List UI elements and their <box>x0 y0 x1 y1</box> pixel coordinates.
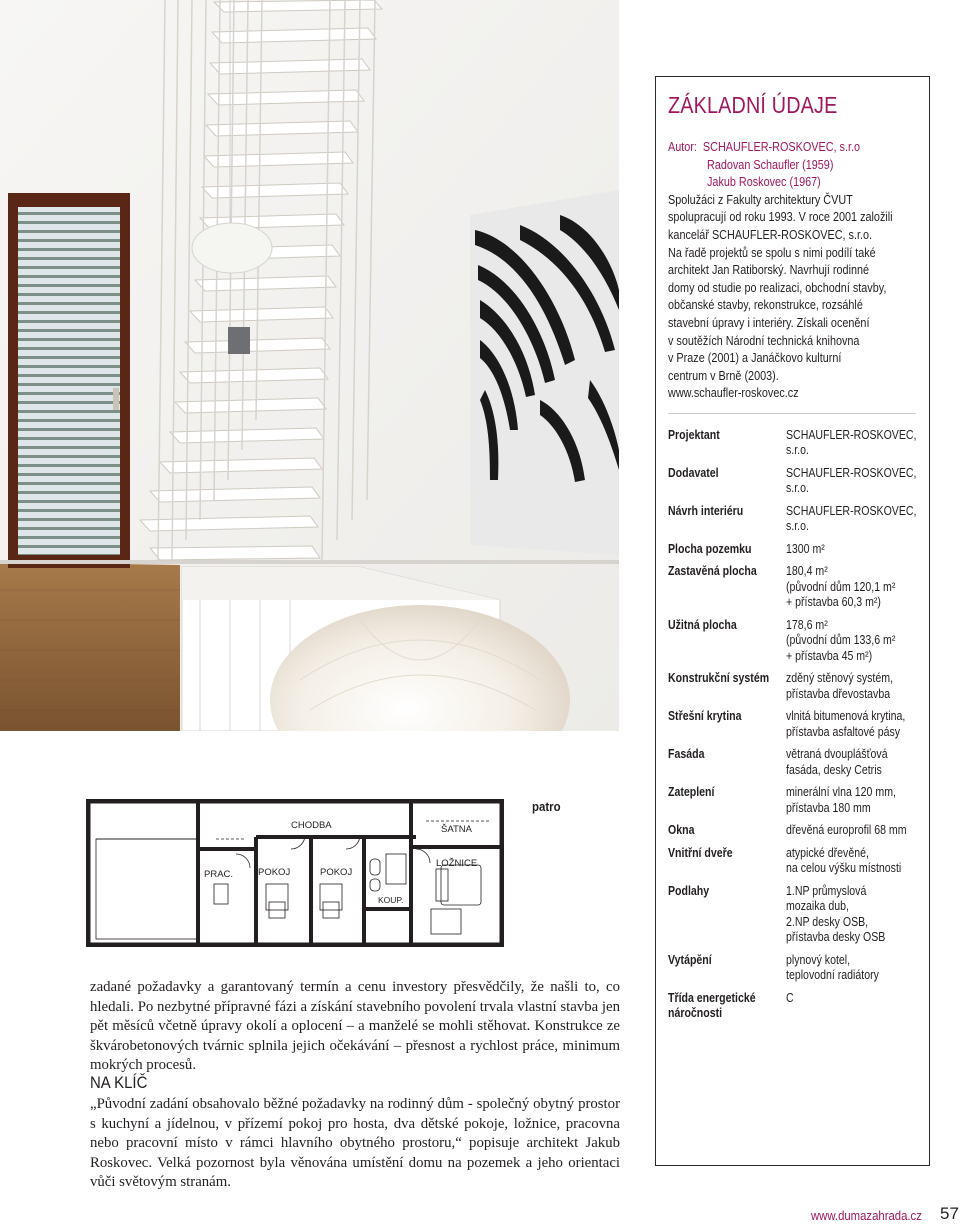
spec-label-line: Zastavěná plocha <box>668 564 757 579</box>
spec-label <box>668 618 786 665</box>
spec-value <box>786 428 941 459</box>
author-name-1: Radovan Schaufler (1959) <box>707 157 834 172</box>
spec-value-line: C <box>786 990 794 1005</box>
spec-label-line: Okna <box>668 823 695 838</box>
basic-info-panel <box>655 76 930 1166</box>
spec-row <box>668 785 917 816</box>
spec-label <box>668 785 786 816</box>
spec-row <box>668 709 917 740</box>
spec-row <box>668 428 917 459</box>
bio-line: domy od studie po realizaci, obchodní stavby, <box>668 280 887 295</box>
spec-label <box>668 504 786 535</box>
spec-label <box>668 428 786 459</box>
spec-label-line: Vytápění <box>668 952 712 967</box>
spec-value-line: 2.NP desky OSB, <box>786 914 869 929</box>
spec-value-line: (původní dům 120,1 m² <box>786 579 896 594</box>
spec-row <box>668 466 917 497</box>
bio-line: Na řadě projektů se spolu s nimi podílí také <box>668 245 876 260</box>
spec-label <box>668 542 786 558</box>
spec-label-line: Dodavatel <box>668 465 719 480</box>
spec-value-line: přístavba desky OSB <box>786 930 886 945</box>
spec-row <box>668 846 917 877</box>
bio-line: Spolužáci z Fakulty architektury ČVUT <box>668 192 853 207</box>
spec-value-line: plynový kotel, <box>786 952 851 967</box>
bio-line: architekt Jan Ratiborský. Navrhují rodinné <box>668 263 870 278</box>
bio-line: kancelář SCHAUFLER-ROSKOVEC, s.r.o. <box>668 227 873 242</box>
spec-value <box>786 747 917 778</box>
spec-value <box>786 991 917 1022</box>
spec-value-line: + přístavba 45 m²) <box>786 648 873 663</box>
spec-value <box>786 785 917 816</box>
spec-label-line: Návrh interiéru <box>668 503 744 518</box>
spec-value-line: fasáda, desky Cetris <box>786 762 882 777</box>
bio-line: v Praze (2001) a Janáčkovo kulturní <box>668 351 842 366</box>
spec-label-line: Podlahy <box>668 883 710 898</box>
spec-value-line: mozaika dub, <box>786 899 849 914</box>
spec-value-line: 1300 m² <box>786 541 825 556</box>
spec-value-line: 1.NP průmyslová <box>786 883 867 898</box>
room-satna: ŠATNA <box>441 824 472 835</box>
plan-caption: patro <box>532 799 561 814</box>
floor-plan <box>86 799 504 947</box>
author-name-2: Jakub Roskovec (1967) <box>707 175 821 190</box>
author-firm: SCHAUFLER-ROSKOVEC, s.r.o <box>702 140 861 154</box>
panel-divider <box>668 413 916 414</box>
spec-row <box>668 564 917 611</box>
spec-row <box>668 747 917 778</box>
spec-value-line: přístavba dřevostavba <box>786 686 891 701</box>
author-label: Autor: <box>668 140 697 154</box>
spec-label-line: Užitná plocha <box>668 617 737 632</box>
spec-row <box>668 953 917 984</box>
spec-value-line: přístavba 180 mm <box>786 800 871 815</box>
spec-list <box>668 428 917 1022</box>
paragraph-text: zadané požadavky a garantovaný termín a cenu investory přesvědčily, že našli to, co hledali. Po nezbytné přípravné fázi a získání stavebního povolení trvala vlastní stavba jen pět měsíců včetně úpravy okolí a oplocení – a manželé se mohli stěhovat. Konstrukce ze škvárobetonových tvárnic splnila jejich očekávání – přesnost a rychlost práce, minimum mokrých procesů. <box>90 979 620 1074</box>
spec-value <box>786 884 917 946</box>
bio-line: centrum v Brně (2003). <box>668 368 779 383</box>
author-block <box>668 139 917 403</box>
room-pokoj-1: POKOJ <box>258 867 291 878</box>
spec-value-line: větraná dvouplášťová <box>786 747 888 762</box>
spec-value-line: s.r.o. <box>786 443 809 458</box>
spec-value-line: vlnitá bitumenová krytina, <box>786 709 906 724</box>
spec-label <box>668 564 786 611</box>
spec-label-line: Zateplení <box>668 785 715 800</box>
spec-row <box>668 884 917 946</box>
spec-value-line: přístavba asfaltové pásy <box>786 724 901 739</box>
spec-label-line: náročnosti <box>668 1006 723 1021</box>
spec-value-line: SCHAUFLER-ROSKOVEC, <box>786 503 917 518</box>
footer-url[interactable]: www.dumazahrada.cz <box>811 1209 922 1223</box>
spec-row <box>668 504 917 535</box>
spec-label-line: Plocha pozemku <box>668 541 752 556</box>
bio-line: stavební úpravy i interiéry. Získali ocenění <box>668 315 870 330</box>
spec-value-line: SCHAUFLER-ROSKOVEC, <box>786 465 917 480</box>
paragraph-text: „Původní zadání obsahovalo běžné požadavky na rodinný dům - společný obytný prostor s kuchyní a jídelnou, v přízemí pokoj pro hosta, dva dětské pokoje, ložnice, pracovna nebo pracovní místo v rámci hlavního obytného prostoru,“ popisuje architekt Jakub Roskovec. Velká pozornost byla věnována umístění domu na pozemek a jeho orientaci vůči světovým stranám. <box>90 1096 620 1191</box>
spec-label-line: Konstrukční systém <box>668 671 770 686</box>
spec-value-line: zděný stěnový systém, <box>786 671 894 686</box>
spec-label-line: Vnitřní dveře <box>668 845 733 860</box>
spec-value <box>786 466 941 497</box>
spec-row <box>668 823 917 839</box>
spec-label <box>668 823 786 839</box>
spec-label <box>668 846 786 877</box>
spec-row <box>668 542 917 558</box>
spec-value <box>786 823 930 839</box>
bio-line: spolupracují od roku 1993. V roce 2001 založili <box>668 210 893 225</box>
spec-label-line: Třída energetické <box>668 990 756 1005</box>
spec-row <box>668 991 917 1022</box>
spec-value-line: 178,6 m² <box>786 617 828 632</box>
spec-value <box>786 504 941 535</box>
spec-row <box>668 618 917 665</box>
spec-value-line: teplovodní radiátory <box>786 968 879 983</box>
spec-label <box>668 671 786 702</box>
spec-label <box>668 709 786 740</box>
spec-value-line: (původní dům 133,6 m² <box>786 633 896 648</box>
spec-value <box>786 846 923 877</box>
interior-photo <box>0 0 619 731</box>
spec-label-line: Fasáda <box>668 747 705 762</box>
spec-label <box>668 747 786 778</box>
article-paragraph-1 <box>90 978 620 1076</box>
spec-value <box>786 542 917 558</box>
spec-value <box>786 671 917 702</box>
spec-label <box>668 953 786 984</box>
room-prac: PRAC. <box>204 869 234 880</box>
page-number: 57 <box>940 1204 959 1223</box>
spec-value-line: dřevěná europrofil 68 mm <box>786 823 907 838</box>
spec-row <box>668 671 917 702</box>
spec-value-line: atypické dřevěné, <box>786 845 869 860</box>
spec-label-line: Střešní krytina <box>668 709 742 724</box>
spec-label <box>668 466 786 497</box>
spec-value <box>786 618 917 665</box>
bio-line: občanské stavby, rekonstrukce, rozsáhlé <box>668 298 863 313</box>
spec-label <box>668 991 786 1022</box>
panel-title: ZÁKLADNÍ ÚDAJE <box>668 92 838 118</box>
website-link[interactable]: www.schaufler-roskovec.cz <box>668 386 799 401</box>
section-heading: NA KLÍČ <box>90 1073 148 1092</box>
bio-line: v soutěžích Národní technická knihovna <box>668 333 860 348</box>
room-koup: KOUP. <box>378 895 404 905</box>
spec-value <box>786 709 928 740</box>
spec-label-line: Projektant <box>668 427 720 442</box>
spec-value-line: s.r.o. <box>786 481 809 496</box>
room-chodba: CHODBA <box>291 820 332 831</box>
spec-value-line: s.r.o. <box>786 519 809 534</box>
spec-value-line: SCHAUFLER-ROSKOVEC, <box>786 427 917 442</box>
spec-value <box>786 564 917 611</box>
spec-value-line: 180,4 m² <box>786 564 828 579</box>
room-loznice: LOŽNICE <box>436 858 478 869</box>
article-paragraph-2 <box>90 1095 620 1193</box>
spec-value-line: na celou výšku místnosti <box>786 861 902 876</box>
room-pokoj-2: POKOJ <box>320 867 353 878</box>
spec-label <box>668 884 786 946</box>
spec-value-line: + přístavba 60,3 m²) <box>786 595 881 610</box>
spec-value <box>786 953 917 984</box>
spec-value-line: minerální vlna 120 mm, <box>786 785 896 800</box>
